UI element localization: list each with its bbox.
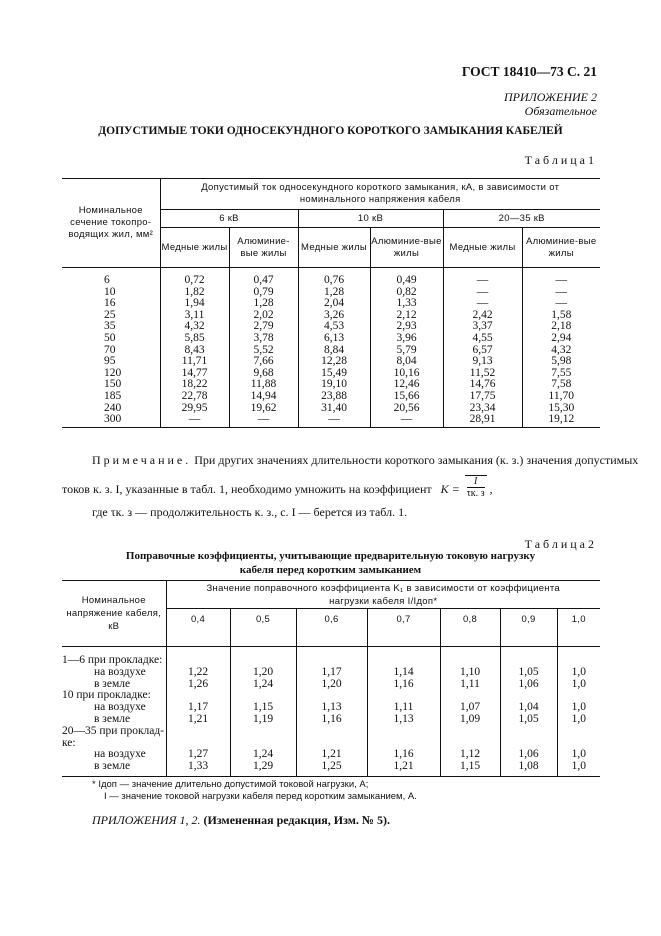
table1-cell-value: 18,22	[160, 379, 229, 391]
table1-cell-value: 8,43	[160, 345, 229, 357]
table2-cell-value: 1,07	[440, 702, 500, 714]
table1-sub-header: Алюминие-вые жилы	[522, 228, 600, 268]
table2-group-header-1: Значение поправочного коэффициента K₁ в зависимости от коэффициента	[206, 582, 560, 594]
table1-cell-value: —	[443, 298, 522, 310]
table2-row-label: на воздухе	[94, 701, 146, 714]
table1-sub-header: Медные жилы	[160, 228, 229, 268]
table2-cell-value: 1,0	[557, 679, 600, 691]
table1-cell-value: 28,91	[443, 414, 522, 427]
table1-cell-value: 5,85	[160, 333, 229, 345]
table2-body	[62, 647, 600, 777]
table2-group-header-2: нагрузки кабеля I/Iдоп*	[329, 595, 438, 607]
page-header: ГОСТ 18410—73 С. 21	[461, 64, 597, 79]
document-title: ДОПУСТИМЫЕ ТОКИ ОДНОСЕКУНДНОГО КОРОТКОГО ЗАМЫКАНИЯ КАБЕЛЕЙ	[98, 125, 563, 137]
appendix-label: ПРИЛОЖЕНИЕ 2	[504, 90, 597, 104]
table2-cell-value: 1,16	[296, 714, 367, 726]
table1-cell-value: 17,75	[443, 391, 522, 403]
table1-cell-value: 15,49	[298, 368, 370, 380]
table2-cell-value: 1,06	[500, 749, 557, 761]
table2-cell-value: 1,15	[440, 761, 500, 776]
table2-cell-value: 1,21	[367, 761, 440, 776]
table1-sub-header: Медные жилы	[443, 228, 522, 268]
table1-group-header: Допустимый ток односекундного короткого замыкания, кА, в зависимости от номинального напряжения кабеля	[160, 179, 600, 210]
table1-cell-value: —	[443, 287, 522, 299]
table1-cell-value: 3,11	[160, 310, 229, 322]
table2-cell-value: 1,11	[440, 679, 500, 691]
table1-cell-value: 29,95	[160, 403, 229, 415]
table1-cell-value: 11,52	[443, 368, 522, 380]
table2-cell-value: 1,10	[440, 667, 500, 679]
table1-cell-value: 15,30	[522, 403, 600, 415]
table1-cell-value: 1,28	[229, 298, 298, 310]
table1-voltage-6: 6 кВ	[160, 210, 298, 228]
table1-cell-value: 11,71	[160, 356, 229, 368]
table1-cell-value: 12,28	[298, 356, 370, 368]
table1-cell-value: 20,56	[370, 403, 443, 415]
table2-cell-value: 1,0	[557, 714, 600, 726]
table2-cell-value: 1,26	[166, 679, 230, 691]
table1-cell-value: 0,49	[370, 268, 443, 287]
table1-cell-section: 95	[104, 355, 116, 368]
table2-cell-value: 1,0	[557, 749, 600, 761]
table1-cell-value: —	[522, 298, 600, 310]
table1-cell-value: 0,82	[370, 287, 443, 299]
table2-caption: Таблица2	[524, 537, 597, 551]
table1-cell-value: 14,77	[160, 368, 229, 380]
table2-cell-value: 1,0	[557, 702, 600, 714]
table1-cell-value: 22,78	[160, 391, 229, 403]
table1-cell-value: —	[522, 287, 600, 299]
table1-cell-value: —	[229, 414, 298, 427]
table1-cell-value: 12,46	[370, 379, 443, 391]
footnote-1: * Iдоп — значение длительно допустимой токовой нагрузки, А;	[92, 779, 369, 790]
table2-group-row	[62, 726, 600, 738]
table1-row	[62, 414, 600, 427]
table1-cell-value: 6,57	[443, 345, 522, 357]
footnote-2: I — значение токовой нагрузки кабеля перед коротким замыканием, А.	[104, 791, 417, 802]
note-line1	[92, 453, 638, 468]
table1-cell-value: 0,76	[298, 268, 370, 287]
table2-cell-value: 1,27	[166, 749, 230, 761]
table1-cell-value: 8,84	[298, 345, 370, 357]
table1-cell-value: 11,70	[522, 391, 600, 403]
table1-cell-section: 120	[104, 366, 122, 379]
table2-cell-value: 1,14	[367, 667, 440, 679]
table1-cell-section: 6	[104, 274, 110, 286]
formula-sqrt	[465, 475, 487, 499]
table1-cell-section: 70	[104, 343, 116, 356]
table1-cell-value: 4,32	[160, 321, 229, 333]
table1-cell-value: 3,26	[298, 310, 370, 322]
table1-body	[62, 268, 600, 428]
table1-cell-value: 8,04	[370, 356, 443, 368]
table1-cell-section: 10	[104, 285, 116, 298]
table1-cell-value: 3,96	[370, 333, 443, 345]
note-lead: Примечание.	[92, 453, 192, 467]
table1-cell-value: 1,33	[370, 298, 443, 310]
table2-title-line2: кабеля перед коротким замыканием	[239, 564, 422, 576]
formula-k: K =	[440, 481, 460, 496]
table2-title-line1: Поправочные коэффициенты, учитывающие предварительную токовую нагрузку	[125, 550, 536, 562]
table1-cell-section: 240	[104, 401, 122, 414]
table2-cell-value: 1,20	[230, 667, 296, 679]
table2-cell-value: 1,33	[166, 761, 230, 776]
table2-load-header: 1,0	[557, 609, 600, 647]
table1-cell-value: 5,79	[370, 345, 443, 357]
table1-cell-value: 1,82	[160, 287, 229, 299]
table2-cell-value: 1,17	[296, 667, 367, 679]
table2-cell-value: 1,04	[500, 702, 557, 714]
table2-cell-value: 1,24	[230, 679, 296, 691]
table2-load-header: 0,8	[440, 609, 500, 647]
table1-sub-header: Алюминие-вые жилы	[229, 228, 298, 268]
table1-cell-section: 25	[104, 308, 116, 321]
table2-cell-value: 1,24	[230, 749, 296, 761]
table2-row-header: Номинальное напряжение кабеля, кВ	[62, 581, 166, 647]
table2-cell-value: 1,29	[230, 761, 296, 776]
table1-cell-value: —	[443, 268, 522, 287]
table1-cell-value: 2,79	[229, 321, 298, 333]
table1-cell-value: 15,66	[370, 391, 443, 403]
footnote-rule	[62, 776, 122, 777]
table1-cell-value: —	[370, 414, 443, 427]
table2-row-label: на воздухе	[94, 748, 146, 761]
table1-cell-value: 0,72	[160, 268, 229, 287]
table2-cell-value: 1,21	[296, 749, 367, 761]
table1-cell-value: 5,98	[522, 356, 600, 368]
formula-denominator: τк. з	[466, 488, 485, 499]
table1-cell-section: 50	[104, 331, 116, 344]
table1-cell-value: 3,78	[229, 333, 298, 345]
table2-group-label: 10 при прокладке:	[62, 689, 151, 702]
table2-group-label: ке:	[62, 736, 76, 749]
table1-cell-value: 7,55	[522, 368, 600, 380]
table1-row	[62, 268, 600, 287]
table2-cell-value: 1,19	[230, 714, 296, 726]
table2-row-label: в земле	[94, 677, 131, 690]
table1-cell-value: 2,94	[522, 333, 600, 345]
table1-cell-section: 16	[104, 297, 116, 310]
table1-cell-value: 14,94	[229, 391, 298, 403]
table2-row	[62, 714, 600, 726]
table2-group-label: 1—6 при прокладке:	[62, 654, 163, 666]
table2-row-label: в земле	[62, 761, 166, 776]
table2-title	[0, 549, 661, 577]
table1-caption: Таблица1	[524, 153, 597, 167]
table2-cell-value: 1,0	[557, 667, 600, 679]
table1-voltage-20-35: 20—35 кВ	[443, 210, 600, 228]
table1-cell-value: 31,40	[298, 403, 370, 415]
table1-cell-value: 23,34	[443, 403, 522, 415]
table2-group-row	[62, 647, 600, 667]
table1-cell-value: 9,68	[229, 368, 298, 380]
table1-cell-value: 1,58	[522, 310, 600, 322]
table1-cell-value: 4,53	[298, 321, 370, 333]
table2-load-header: 0,5	[230, 609, 296, 647]
table2-cell-value: 1,16	[367, 679, 440, 691]
table1-cell-value: 4,55	[443, 333, 522, 345]
table2-cell-value: 1,15	[230, 702, 296, 714]
table1-sub-header: Медные жилы	[298, 228, 370, 268]
table2-cell-value: 1,20	[296, 679, 367, 691]
table1-cell-value: 2,18	[522, 321, 600, 333]
table1-cell-value: 23,88	[298, 391, 370, 403]
table1-cell-value: 7,66	[229, 356, 298, 368]
table1-voltage-10: 10 кВ	[298, 210, 443, 228]
table1-cell-value: 2,42	[443, 310, 522, 322]
table2-row	[62, 667, 600, 679]
table2-cell-value: 1,16	[367, 749, 440, 761]
table1-cell-section: 185	[104, 389, 122, 402]
table1-cell-value: —	[522, 268, 600, 287]
note-line2: токов к. з. I, указанные в табл. 1, необходимо умножить на коэффициент K = I τк. з ,	[62, 476, 493, 499]
appendix-block	[504, 90, 597, 118]
table1-row	[62, 391, 600, 403]
table1-cell-value: 11,88	[229, 379, 298, 391]
note-line3: где τк. з — продолжительность к. з., с. I — берется из табл. 1.	[92, 505, 408, 519]
table2-load-header: 0,9	[500, 609, 557, 647]
note-text1: При других значениях длительности короткого замыкания (к. з.) значения допустимых	[191, 453, 639, 467]
table1	[62, 178, 600, 428]
table1-cell-value: 2,12	[370, 310, 443, 322]
table1-cell-section: 35	[104, 320, 116, 333]
table2-group-label: 20—35 при проклад-	[62, 724, 165, 737]
table2-cell-value: 1,21	[166, 714, 230, 726]
table1-row-header: Номинальное сечение токопро-водящих жил, мм²	[62, 179, 160, 268]
footer-note	[92, 813, 390, 828]
table2-cell-value: 1,08	[500, 761, 557, 776]
table1-row	[62, 333, 600, 345]
table1-cell-value: 5,52	[229, 345, 298, 357]
table2-cell-value: 1,11	[367, 702, 440, 714]
table2-cell-value: 1,05	[500, 714, 557, 726]
table1-sub-header: Алюминие-вые жилы	[370, 228, 443, 268]
table1-cell-value: —	[160, 414, 229, 427]
table2-cell-value: 1,22	[166, 667, 230, 679]
table1-cell-value: 1,94	[160, 298, 229, 310]
table1-cell-value: 19,10	[298, 379, 370, 391]
table1-cell-value: 19,12	[522, 414, 600, 427]
table2-row-label: в земле	[94, 712, 131, 725]
table2-cell-value: 1,17	[166, 702, 230, 714]
table2-cell-value: 1,05	[500, 667, 557, 679]
table2-cell-value: 1,12	[440, 749, 500, 761]
table2-row-label: на воздухе	[94, 665, 146, 678]
table2-cell-value: 1,25	[296, 761, 367, 776]
table1-cell-value: 7,58	[522, 379, 600, 391]
table1-cell-value: —	[298, 414, 370, 427]
table2-cell-value: 1,0	[557, 761, 600, 776]
table1-cell-value: 2,02	[229, 310, 298, 322]
table1-cell-value: 3,37	[443, 321, 522, 333]
table2-load-header: 0,6	[296, 609, 367, 647]
table1-cell-value: 14,76	[443, 379, 522, 391]
table1-cell-value: 2,04	[298, 298, 370, 310]
table1-cell-value: 0,47	[229, 268, 298, 287]
table2-cell-value: 1,06	[500, 679, 557, 691]
table1-cell-value: 10,16	[370, 368, 443, 380]
table2-load-header: 0,4	[166, 609, 230, 647]
appendix-status: Обязательное	[524, 104, 597, 118]
table2-cell-value: 1,13	[367, 714, 440, 726]
table2-group-header	[166, 581, 600, 609]
footer-italic: ПРИЛОЖЕНИЯ 1, 2.	[92, 813, 201, 827]
table2-cell-value: 1,09	[440, 714, 500, 726]
table1-row	[62, 356, 600, 368]
table1-cell-value: 6,13	[298, 333, 370, 345]
table1-cell-value: 2,93	[370, 321, 443, 333]
table1-cell-section: 150	[104, 378, 122, 391]
footer-bold: (Измененная редакция, Изм. № 5).	[200, 813, 390, 827]
table1-cell-value: 9,13	[443, 356, 522, 368]
table1-cell-value: 1,28	[298, 287, 370, 299]
table1-cell-section: 300	[62, 414, 160, 427]
formula-numerator: I	[467, 476, 485, 488]
note-text2: токов к. з. I, указанные в табл. 1, необходимо умножить на коэффициент	[62, 481, 432, 496]
table1-cell-value: 19,62	[229, 403, 298, 415]
table2-cell-value: 1,13	[296, 702, 367, 714]
table1-cell-value: 4,32	[522, 345, 600, 357]
table2	[62, 580, 600, 777]
table2-load-header: 0,7	[367, 609, 440, 647]
table2-row	[62, 761, 600, 776]
table1-cell-value: 0,79	[229, 287, 298, 299]
